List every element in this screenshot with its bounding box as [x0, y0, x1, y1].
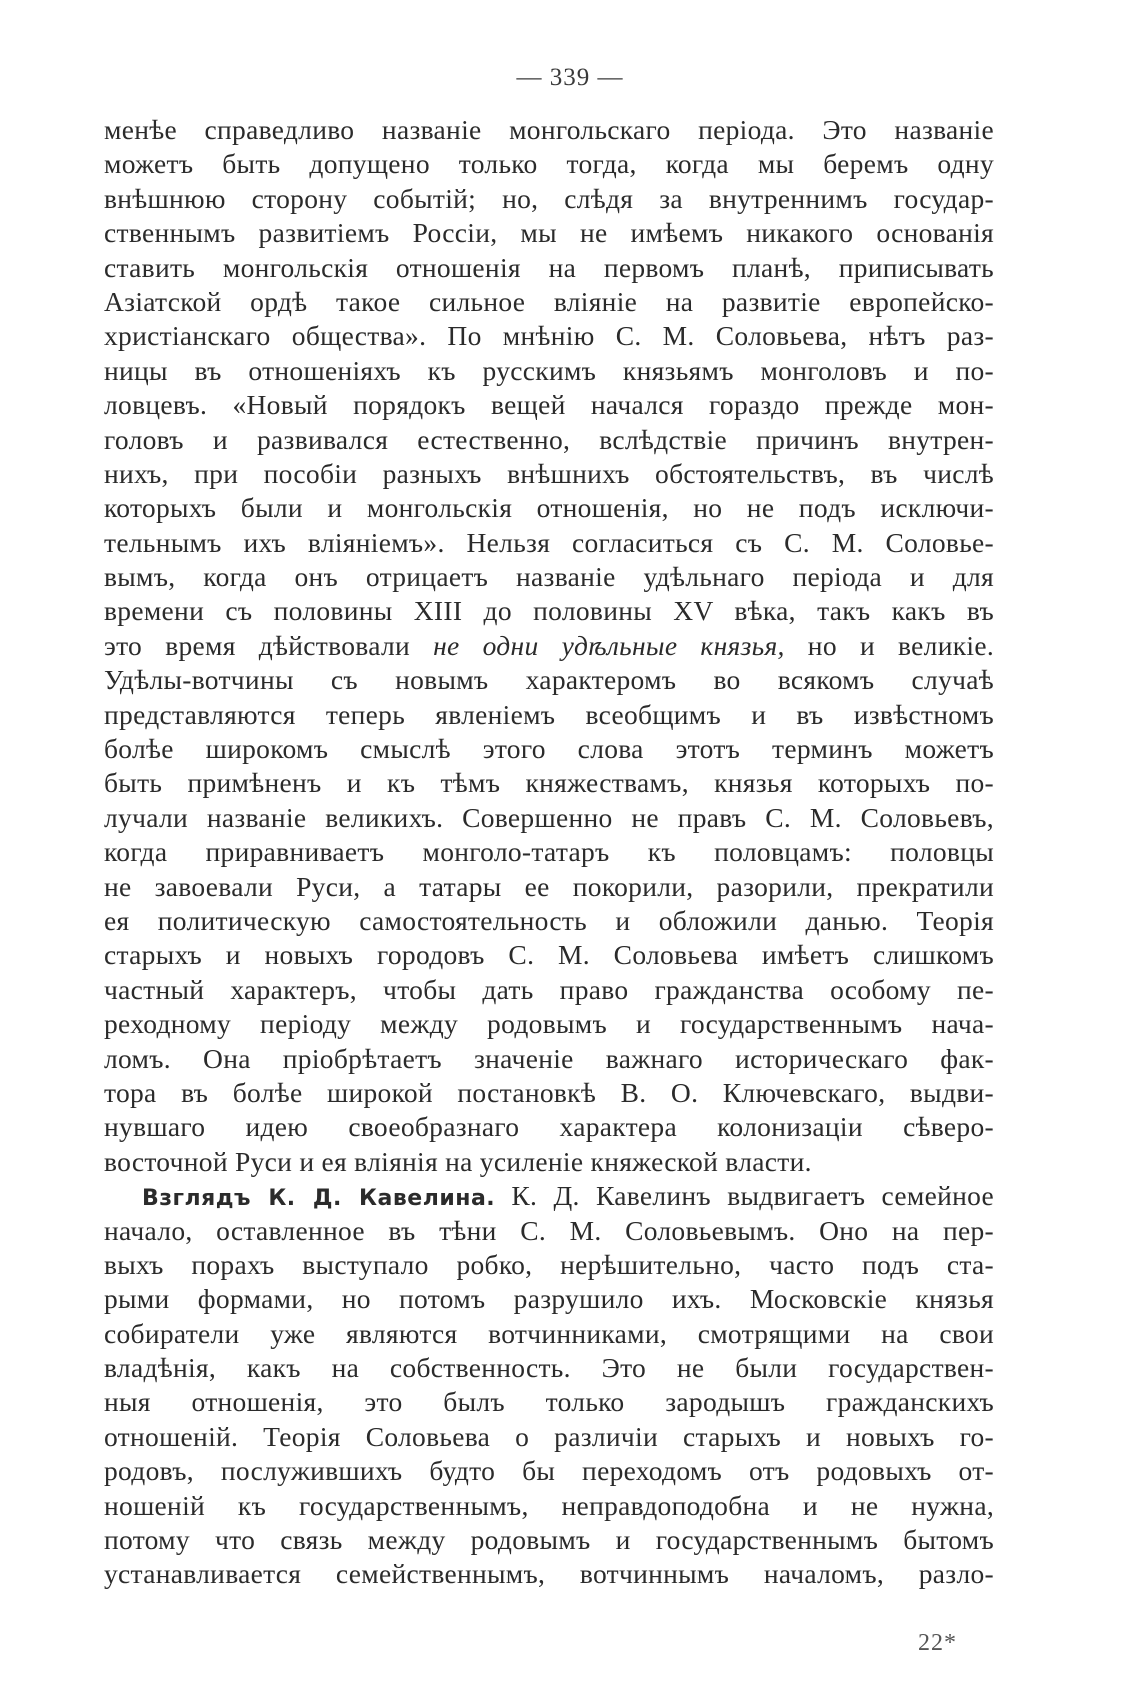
section-start-text: К. Д. Кавелинъ выдвигаетъ семейное — [495, 1180, 994, 1212]
text-line: когда приравниваетъ монголо-татаръ къ половцамъ: половцы — [104, 836, 994, 868]
text-line: начало, оставленное въ тѣни С. М. Соловьевымъ. Оно на пер- — [104, 1214, 994, 1246]
text-line: времени съ половины XIII до половины XV вѣка, такъ какъ въ — [104, 595, 994, 627]
text-line: менѣе справедливо названіе монгольскаго періода. Это названіе — [104, 114, 994, 145]
text-line: не завоевали Руси, а татары ее покорили, разорили, прекратили — [104, 870, 994, 902]
section-start-line — [104, 1179, 994, 1213]
text-line: реходному періоду между родовымъ и государственнымъ нача- — [104, 1008, 994, 1040]
text-line: ея политическую самостоятельность и обложили данью. Теорія — [104, 904, 994, 936]
text-line: устанавливается семейственнымъ, вотчиннымъ началомъ, разло- — [104, 1558, 994, 1590]
text-line: тельнымъ ихъ вліяніемъ». Нельзя согласиться съ С. М. Соловье- — [104, 526, 994, 558]
text-line: христіанскаго общества». По мнѣнію С. М. Соловьева, нѣтъ раз- — [104, 320, 994, 352]
text-line: ломъ. Она пріобрѣтаетъ значеніе важнаго историческаго фак- — [104, 1042, 994, 1074]
text-line: нихъ, при пособіи разныхъ внѣшнихъ обстоятельствъ, въ числѣ — [104, 457, 994, 489]
text-line: нувшаго идею своеобразнаго характера колонизаціи сѣверо- — [104, 1111, 994, 1143]
text-line: головъ и развивался естественно, вслѣдствіе причинъ внутрен- — [104, 423, 994, 455]
text-line: ныя отношенія, это былъ только зародышъ гражданскихъ — [104, 1386, 994, 1418]
text-line: выхъ порахъ выступало робко, нерѣшительно, часто подъ ста- — [104, 1248, 994, 1280]
paragraph-end-line: восточной Руси и ея вліянія на усиленіе княжеской власти. — [104, 1145, 812, 1177]
text-line: рыми формами, но потомъ разрушило ихъ. Московскіе князья — [104, 1283, 994, 1315]
page-number: — 339 — — [516, 64, 624, 91]
text-line: Азіатской ордѣ такое сильное вліяніе на развитіе европейско- — [104, 285, 994, 317]
text-line: отношеній. Теорія Соловьева о различіи старыхъ и новыхъ го- — [104, 1420, 994, 1452]
text-line: тора въ болѣе широкой постановкѣ В. О. Ключевскаго, выдви- — [104, 1076, 994, 1108]
text-line: болѣе широкомъ смыслѣ этого слова этотъ терминъ можетъ — [104, 733, 994, 765]
italic-phrase: не одни удѣльные князья, — [433, 629, 785, 661]
printer-signature-mark: 22* — [918, 1630, 957, 1656]
text-line: ственнымъ развитіемъ Россіи, мы не имѣемъ никакого основанія — [104, 217, 994, 249]
text-line: ставить монгольскія отношенія на первомъ планѣ, приписывать — [104, 251, 994, 283]
text-line: ношеній къ государственнымъ, неправдоподобна и не нужна, — [104, 1489, 994, 1521]
text-line: быть примѣненъ и къ тѣмъ княжествамъ, князья которыхъ по- — [104, 767, 994, 799]
section-heading: Взглядъ К. Д. Кавелина. — [142, 1186, 496, 1212]
text-line: старыхъ и новыхъ городовъ С. М. Соловьева имѣетъ слишкомъ — [104, 939, 994, 971]
text-line: частный характеръ, чтобы дать право гражданства особому пе- — [104, 973, 994, 1005]
text-line: потому что связь между родовымъ и государственнымъ бытомъ — [104, 1524, 994, 1556]
text-line: ловцевъ. «Новый порядокъ вещей начался гораздо прежде мон- — [104, 389, 994, 421]
text-line: владѣнія, какъ на собственность. Это не были государствен- — [104, 1352, 994, 1384]
text-line: собиратели уже являются вотчинниками, смотрящими на свои — [104, 1317, 994, 1349]
text-line: Удѣлы-вотчины съ новымъ характеромъ во всякомъ случаѣ — [104, 664, 994, 696]
text-line: вымъ, когда онъ отрицаетъ названіе удѣльнаго періода и для — [104, 561, 994, 593]
text-line: внѣшнюю сторону событій; но, слѣдя за внутреннимъ государ- — [104, 182, 994, 214]
italic-line-before: это время дѣйствовали — [104, 629, 434, 661]
body-text — [104, 113, 994, 1592]
text-line: лучали названіе великихъ. Совершенно не правъ С. М. Соловьевъ, — [104, 801, 994, 833]
text-line: представляются теперь явленіемъ всеобщимъ и въ извѣстномъ — [104, 698, 994, 730]
italic-line-after: но и великіе. — [784, 629, 994, 661]
text-line-italic — [104, 629, 994, 663]
text-line: ницы въ отношеніяхъ къ русскимъ князьямъ монголовъ и по- — [104, 354, 994, 386]
text-line: можетъ быть допущено только тогда, когда мы беремъ одну — [104, 148, 994, 180]
text-line: родовъ, послужившихъ будто бы переходомъ отъ родовыхъ от- — [104, 1455, 994, 1487]
text-line: которыхъ были и монгольскія отношенія, но не подъ исключи- — [104, 492, 994, 524]
